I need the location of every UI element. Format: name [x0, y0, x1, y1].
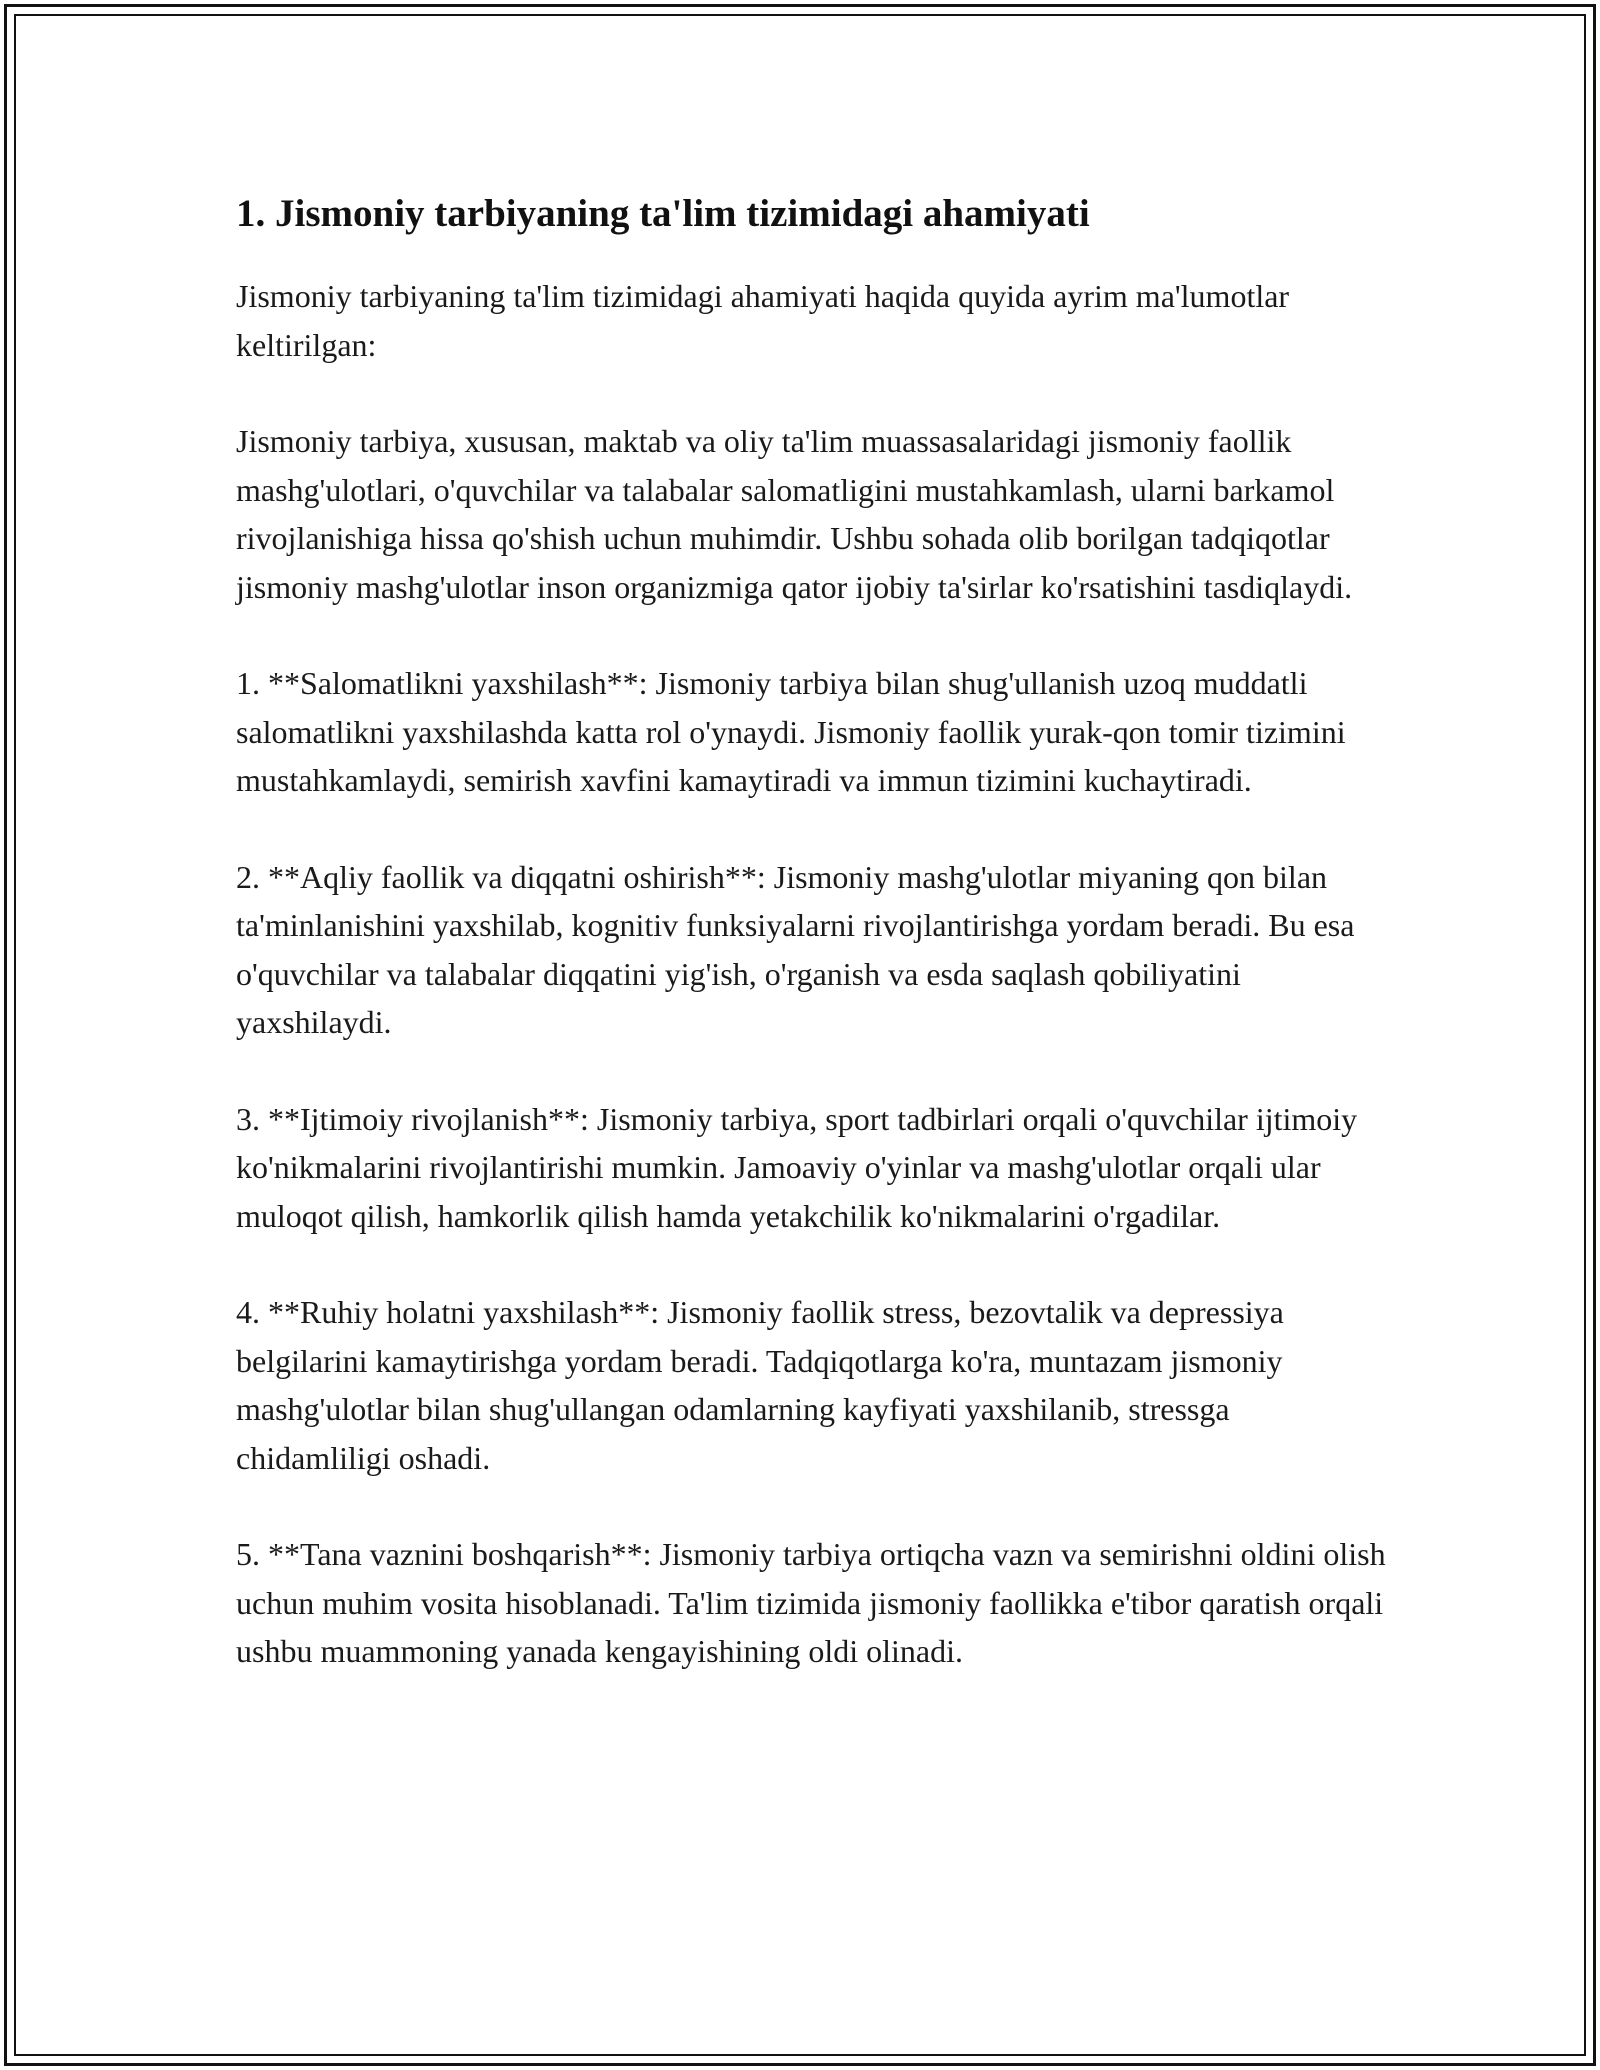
point-3-paragraph: 3. **Ijtimoiy rivojlanish**: Jismoniy tarbiya, sport tadbirlari orqali o'quvchilar ijtimoiy ko'nikmalarini rivojlantirishi mumkin. Jamoaviy o'yinlar va mashg'ulotlar orqali ular muloqot qilish, hamkorlik qilish hamda yetakchilik ko'nikmalarini o'rgadilar. — [236, 1100, 1358, 1234]
point-1-paragraph: 1. **Salomatlikni yaxshilash**: Jismoniy tarbiya bilan shug'ullanish uzoq muddatli salomatlikni yaxshilashda katta rol o'ynaydi. Jismoniy faollik yurak-qon tomir tizimini mustahkamlaydi, semirish xavfini kamaytiradi va immun tizimini kuchaytiradi. — [236, 665, 1346, 798]
point-2-paragraph: 2. **Aqliy faollik va diqqatni oshirish**: Jismoniy mashg'ulotlar miyaning qon bilan ta'minlanishini yaxshilab, kognitiv funksiyalarni rivojlantirishga yordam beradi. Bu esa o'quvchilar va talabalar diqqatini yig'ish, o'rganish va esda saqlash qobiliyatini yaxshilaydi. — [236, 858, 1355, 1040]
point-5-paragraph: 5. **Tana vaznini boshqarish**: Jismoniy tarbiya ortiqcha vazn va semirishni oldini olish uchun muhim vosita hisoblanadi. Ta'lim tizimida jismoniy faollikka e'tibor qaratish orqali ushbu muammoning yanada kengayishining oldi olinadi. — [236, 1536, 1386, 1669]
intro-paragraph: Jismoniy tarbiyaning ta'lim tizimidagi ahamiyati haqida quyida ayrim ma'lumotlar keltirilgan: — [236, 278, 1290, 363]
section-heading: 1. Jismoniy tarbiyaning ta'lim tizimidagi ahamiyati — [236, 192, 1090, 235]
point-4-paragraph: 4. **Ruhiy holatni yaxshilash**: Jismoniy faollik stress, bezovtalik va depressiya belgilarini kamaytirishga yordam beradi. Tadqiqotlarga ko'ra, muntazam jismoniy mashg'ulotlar bilan shug'ullangan odamlarning kayfiyati yaxshilanib, stressga chidamliligi oshadi. — [236, 1294, 1284, 1476]
document-body — [236, 186, 1386, 1724]
overview-paragraph: Jismoniy tarbiya, xususan, maktab va oliy ta'lim muassasalaridagi jismoniy faollik mashg'ulotlari, o'quvchilar va talabalar salomatligini mustahkamlash, ularni barkamol rivojlanishiga hissa qo'shish uchun muhimdir. Ushbu sohada olib borilgan tadqiqotlar jismoniy mashg'ulotlar inson organizmiga qator ijobiy ta'sirlar ko'rsatishini tasdiqlaydi. — [236, 423, 1353, 605]
